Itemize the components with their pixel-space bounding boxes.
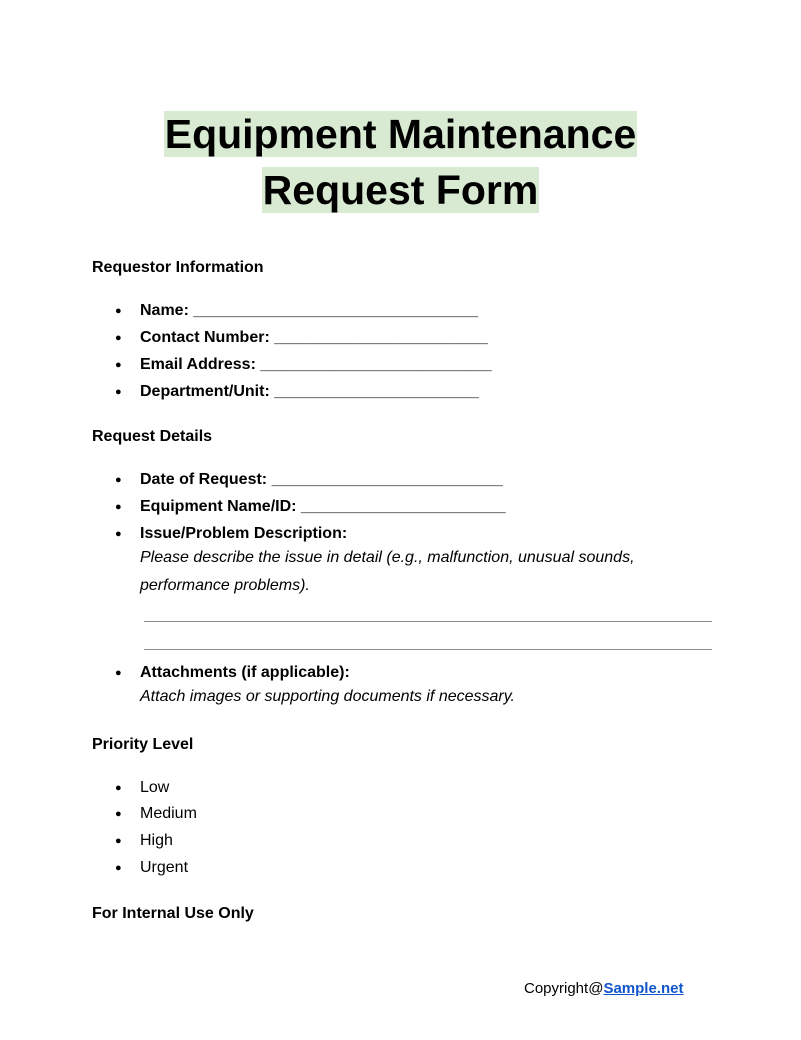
requestor-name-item	[92, 301, 492, 321]
priority-option-urgent: ● Urgent	[92, 858, 197, 878]
priority-heading: Priority Level	[92, 736, 194, 753]
request-details-list	[92, 470, 660, 600]
date-of-request-item	[92, 470, 660, 490]
priority-option-medium: ● Medium	[92, 804, 197, 824]
attachments-item	[92, 663, 660, 711]
priority-list	[92, 778, 197, 878]
issue-answer-line-2	[144, 649, 712, 650]
request-details-heading: Request Details	[92, 428, 213, 445]
equipment-id-blank: _______________________	[300, 498, 506, 515]
attachments-label: Attachments (if applicable):	[140, 664, 350, 681]
requestor-department-item	[92, 382, 492, 402]
page-title	[0, 108, 801, 220]
requestor-email-item	[92, 355, 492, 375]
email-address-blank: __________________________	[260, 356, 492, 373]
attachments-note: Attach images or supporting documents if necessary.	[140, 688, 515, 705]
copyright-prefix: Copyright@	[524, 980, 604, 997]
title-line-1: Equipment Maintenance	[164, 111, 637, 157]
issue-description-item	[92, 524, 660, 600]
sample-net-link[interactable]: Sample.net	[603, 980, 684, 997]
priority-option-low: ● Low	[92, 778, 197, 798]
name-blank: ________________________________	[193, 302, 479, 319]
attachments-list	[92, 663, 660, 711]
contact-number-blank: ________________________	[274, 329, 488, 346]
requestor-contact-item	[92, 328, 492, 348]
title-line-2: Request Form	[262, 167, 539, 213]
name-label: Name:	[140, 302, 189, 319]
email-address-label: Email Address:	[140, 356, 256, 373]
date-of-request-label: Date of Request:	[140, 471, 268, 488]
date-of-request-blank: __________________________	[271, 471, 503, 488]
contact-number-label: Contact Number:	[140, 329, 270, 346]
copyright-footer	[524, 979, 683, 999]
priority-option-high: ● High	[92, 831, 197, 851]
issue-answer-line-1	[144, 621, 712, 622]
issue-description-label: Issue/Problem Description:	[140, 525, 348, 542]
department-blank: _______________________	[274, 383, 479, 400]
equipment-id-label: Equipment Name/ID:	[140, 498, 297, 515]
requestor-heading: Requestor Information	[92, 259, 264, 276]
department-label: Department/Unit:	[140, 383, 270, 400]
issue-description-note: Please describe the issue in detail (e.g., malfunction, unusual sounds, performance problems).	[140, 549, 635, 594]
internal-use-heading: For Internal Use Only	[92, 905, 254, 922]
equipment-id-item	[92, 497, 660, 517]
requestor-list	[92, 301, 492, 402]
